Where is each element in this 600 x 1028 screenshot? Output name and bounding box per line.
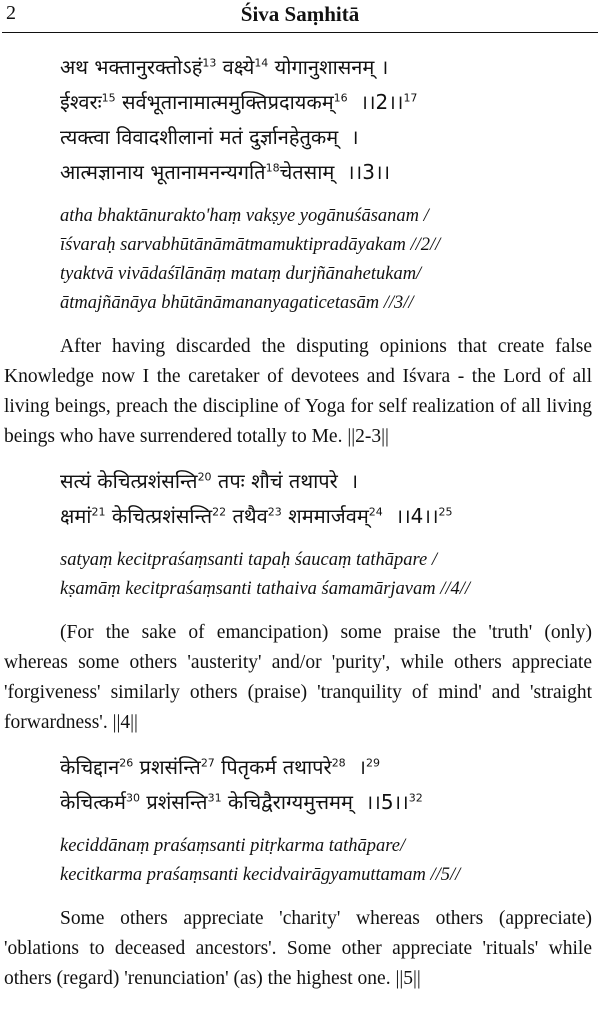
verse-text: प्रशसंन्ति [133,755,201,779]
page-body [0,50,600,994]
footnote-marker: 24 [368,505,383,519]
transliteration-line: kecitkarma praśaṃsanti kecidvairāgyamuttamam //5// [60,865,461,885]
footnote-marker: 20 [197,470,212,484]
verse-text: सर्वभूतानामात्ममुक्तिप्रदायकम् [115,90,334,114]
page-header [0,0,600,40]
running-title: Śiva Saṃhitā [240,2,360,26]
verse-text: वक्ष्ये [216,55,255,79]
verse-line [60,155,600,190]
verse-text: आत्मज्ञानाय भूतानामनन्यगति [60,160,266,184]
transliteration-line: tyaktvā vivādaśīlānāṃ mataṃ durjñānahetukam/ [60,264,422,284]
footnote-marker: 25 [438,505,453,519]
transliteration-line: ātmajñānāya bhūtānāmananyagaticetasām //3// [60,293,414,313]
verse-text: केचित्प्रशंसन्ति [105,504,213,528]
page-number: 2 [6,2,16,24]
sanskrit-verse [60,464,600,534]
verse-text: ईश्वरः [60,90,102,114]
footnote-marker: 32 [408,791,423,805]
verse-text: त्यक्त्वा विवादशीलानां मतं दुर्ज्ञानहेतुकम् । [60,125,359,149]
verse-text: सत्यं केचित्प्रशंसन्ति [60,469,198,493]
verse-text: शममार्जवम् [281,504,369,528]
transliteration [60,546,600,604]
verse-line [60,785,600,820]
sanskrit-verse [60,750,600,820]
verse-line [60,120,600,155]
verse-text: अथ भक्तानुरक्तोऽहं [60,55,203,79]
footnote-marker: 16 [333,91,348,105]
footnote-marker: 17 [403,91,418,105]
verse-text: । [345,755,366,779]
verse-text: पितृकर्म तथापरे [214,755,332,779]
header-rule [2,32,598,33]
verse-line [60,50,600,85]
footnote-marker: 22 [212,505,227,519]
translation-paragraph: Some others appreciate 'charity' whereas others (appreciate) 'oblations to deceased ancestors'. Some other appreciate 'rituals' while others (regard) 'renunciation' (as) the highest one. ||5|| [4,908,592,989]
transliteration-line: atha bhaktānurakto'haṃ vakṣye yogānuśāsanam / [60,206,429,226]
footnote-marker: 13 [202,56,217,70]
verse-text: प्रशंसन्ति [139,790,208,814]
verse-text: तपः शौचं तथापरे । [211,469,359,493]
footnote-marker: 14 [254,56,269,70]
sanskrit-verse [60,50,600,190]
verse-text: केचित्कर्म [60,790,126,814]
footnote-marker: 30 [125,791,140,805]
verse-text: चेतसाम् ।।3।। [279,160,391,184]
footnote-marker: 29 [365,756,380,770]
footnote-marker: 21 [91,505,106,519]
footnote-marker: 27 [200,756,215,770]
verse-text: योगानुशासनम् । [268,55,389,79]
footnote-marker: 26 [119,756,134,770]
translation-paragraph: (For the sake of emancipation) some praise the 'truth' (only) whereas some others 'austerity' and/or 'purity', while others appreciate 'forgiveness' similarly others (praise) 'tranquility of mind' and 'straight forwardness'. ||4|| [4,622,592,733]
verse-line [60,464,600,499]
footnote-marker: 15 [101,91,116,105]
translation-paragraph: After having discarded the disputing opinions that create false Knowledge now I the caretaker of devotees and Iśvara - the Lord of all living beings, preach the discipline of Yoga for self realization of all living beings who have surrendered totally to Me. ||2-3|| [4,336,592,447]
transliteration-line: īśvaraḥ sarvabhūtānāmātmamuktipradāyakam //2// [60,235,441,255]
footnote-marker: 23 [267,505,282,519]
footnote-marker: 28 [331,756,346,770]
verse-text: क्षमां [60,504,92,528]
transliteration-line: satyaṃ kecitpraśaṃsanti tapaḥ śaucaṃ tathāpare / [60,550,437,570]
transliteration-line: kṣamāṃ kecitpraśaṃsanti tathaiva śamamārjavam //4// [60,579,471,599]
transliteration [60,202,600,318]
transliteration-line: keciddānaṃ praśaṃsanti pitṛkarma tathāpare/ [60,836,406,856]
verse-text: केचिद्वैराग्यमुत्तमम् ।।5।। [221,790,409,814]
verse-line [60,85,600,120]
block-gap [0,452,600,464]
verse-text: ।।4।। [382,504,439,528]
verse-text: ।।2।। [347,90,404,114]
footnote-marker: 31 [207,791,222,805]
verse-line [60,499,600,534]
block-gap [0,738,600,750]
verse-text: केचिद्दान [60,755,120,779]
footnote-marker: 18 [265,161,280,175]
verse-line [60,750,600,785]
transliteration [60,832,600,890]
verse-text: तथैव [226,504,268,528]
